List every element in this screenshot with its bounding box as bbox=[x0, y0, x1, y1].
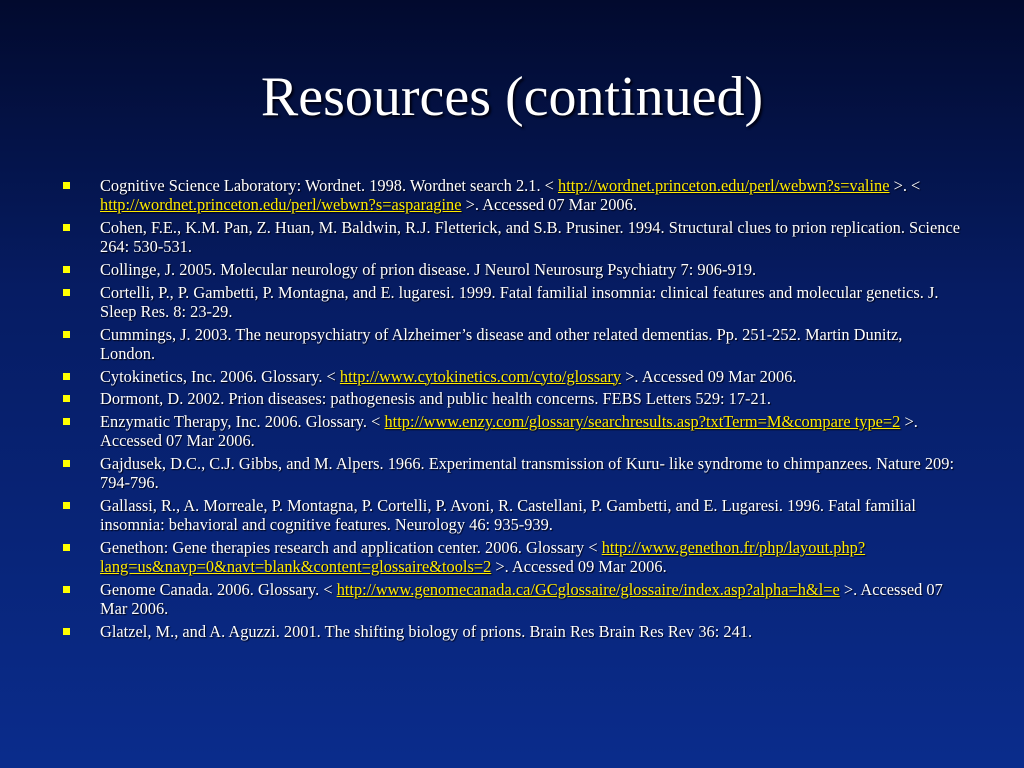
square-bullet-icon bbox=[63, 460, 70, 467]
reference-text: >. Accessed 07 Mar 2006. bbox=[461, 195, 637, 215]
reference-text: Genethon: Gene therapies research and application center. 2006. Glossary < bbox=[100, 537, 602, 557]
reference-item bbox=[60, 218, 960, 257]
reference-text: Cummings, J. 2003. The neuropsychiatry of Alzheimer’s disease and other related dementias. Pp. 251-252. Martin Dunitz, London. bbox=[100, 324, 903, 363]
square-bullet-icon bbox=[63, 182, 70, 189]
reference-item bbox=[60, 454, 960, 493]
reference-link[interactable]: http://www.enzy.com/glossary/searchresults.asp?txtTerm=M&compare type=2 bbox=[384, 411, 901, 431]
square-bullet-icon bbox=[63, 628, 70, 635]
reference-link[interactable]: http://www.genomecanada.ca/GCglossaire/glossaire/index.asp?alpha=h&l=e bbox=[336, 579, 840, 599]
reference-item bbox=[60, 283, 960, 322]
square-bullet-icon bbox=[63, 544, 70, 551]
reference-item bbox=[60, 496, 960, 535]
reference-link[interactable]: http://www.genethon.fr/php/layout.php?lang=us&navp=0&navt=blank&content=glossaire&tools=2 bbox=[100, 537, 866, 577]
square-bullet-icon bbox=[63, 331, 70, 338]
reference-text: >. Accessed 07 Mar 2006. bbox=[100, 411, 918, 451]
reference-link[interactable]: http://wordnet.princeton.edu/perl/webwn?s=asparagine bbox=[100, 195, 462, 215]
reference-link[interactable]: http://wordnet.princeton.edu/perl/webwn?s=valine bbox=[558, 176, 890, 195]
square-bullet-icon bbox=[63, 373, 70, 380]
reference-text: Glatzel, M., and A. Aguzzi. 2001. The shifting biology of prions. Brain Res Brain Res Rev 36: 241. bbox=[100, 621, 753, 641]
reference-item bbox=[60, 622, 960, 641]
reference-text: Genome Canada. 2006. Glossary. < bbox=[100, 579, 337, 599]
reference-link[interactable]: http://www.cytokinetics.com/cyto/glossary bbox=[339, 366, 622, 386]
square-bullet-icon bbox=[63, 266, 70, 273]
reference-text: >. Accessed 09 Mar 2006. bbox=[621, 366, 797, 386]
reference-text: Collinge, J. 2005. Molecular neurology of prion disease. J Neurol Neurosurg Psychiatry 7: 906-919. bbox=[100, 260, 757, 279]
square-bullet-icon bbox=[63, 224, 70, 231]
square-bullet-icon bbox=[63, 395, 70, 402]
reference-item bbox=[60, 412, 960, 451]
reference-item bbox=[60, 325, 960, 364]
reference-list bbox=[60, 176, 960, 644]
reference-item bbox=[60, 389, 960, 408]
reference-text: >. Accessed 09 Mar 2006. bbox=[491, 557, 667, 577]
reference-text: Cortelli, P., P. Gambetti, P. Montagna, and E. lugaresi. 1999. Fatal familial insomnia: clinical features and molecular genetics. J. Sleep Res. 8: 23-29. bbox=[100, 282, 939, 321]
square-bullet-icon bbox=[63, 586, 70, 593]
reference-text: Cognitive Science Laboratory: Wordnet. 1998. Wordnet search 2.1. < bbox=[100, 176, 558, 195]
square-bullet-icon bbox=[63, 418, 70, 425]
reference-item bbox=[60, 367, 960, 386]
square-bullet-icon bbox=[63, 289, 70, 296]
reference-item bbox=[60, 176, 960, 215]
reference-item bbox=[60, 260, 960, 279]
reference-text: Enzymatic Therapy, Inc. 2006. Glossary. < bbox=[100, 411, 385, 431]
reference-item bbox=[60, 580, 960, 619]
reference-text: >. Accessed 07 Mar 2006. bbox=[100, 579, 943, 619]
reference-text: Cohen, F.E., K.M. Pan, Z. Huan, M. Baldwin, R.J. Fletterick, and S.B. Prusiner. 1994. Structural clues to prion replication. Science 264: 530-531. bbox=[100, 218, 960, 257]
slide-title: Resources (continued) bbox=[260, 66, 764, 128]
reference-text: Dormont, D. 2002. Prion diseases: pathogenesis and public health concerns. FEBS Letters 529: 17-21. bbox=[100, 389, 771, 409]
reference-text: Gajdusek, D.C., C.J. Gibbs, and M. Alpers. 1966. Experimental transmission of Kuru- like syndrome to chimpanzees. Nature 209: 794-796. bbox=[100, 453, 954, 493]
reference-text: Gallassi, R., A. Morreale, P. Montagna, P. Cortelli, P. Avoni, R. Castellani, P. Gambetti, and E. Lugaresi. 1996. Fatal familial insomnia: behavioral and cognitive features. Neurology 46: 935-939. bbox=[100, 495, 916, 535]
reference-text: Cytokinetics, Inc. 2006. Glossary. < bbox=[100, 366, 340, 386]
reference-text: >. < bbox=[889, 176, 921, 195]
reference-item bbox=[60, 538, 960, 577]
square-bullet-icon bbox=[63, 502, 70, 509]
